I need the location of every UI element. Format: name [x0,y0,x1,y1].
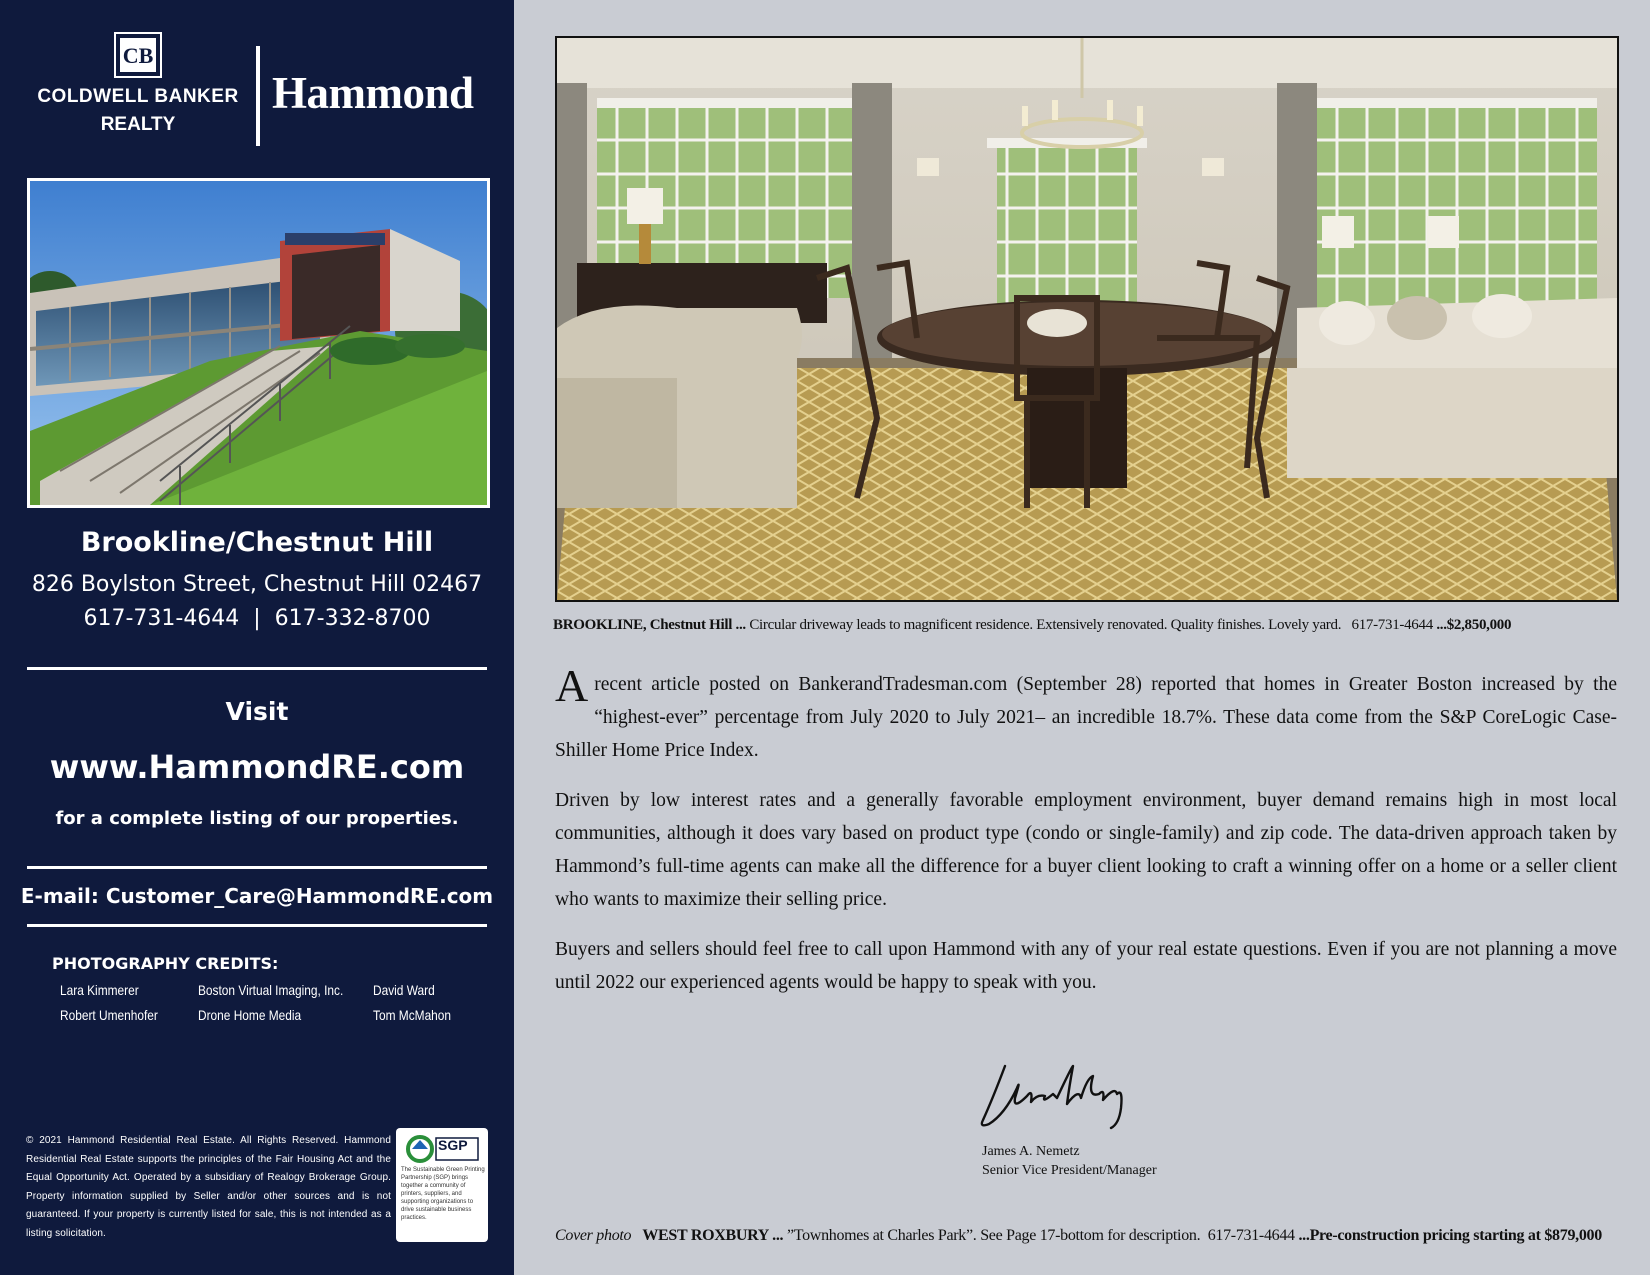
signer-name: James A. Nemetz [982,1144,1080,1159]
visit-label: Visit [225,697,289,726]
brand-name: COLDWELL BANKER [37,86,239,107]
article-text: recent article posted on BankerandTradesman.com (September 28) reported that homes in Greater Boston increased by the “highest-ever” percentage from July 2020 to July 2021– an incredible 18.7%. These data come from the S&P CoreLogic Case-Shiller Home Price Index. [555,674,1617,761]
drop-cap: A [555,660,589,711]
logo-divider [256,46,260,146]
partner-name: Hammond [272,68,474,118]
office-name: Brookline/Chestnut Hill [80,527,434,558]
sgp-badge [396,1128,488,1242]
credit-name: Drone Home Media [198,1007,302,1023]
caption-description: Circular driveway leads to magnificent residence. Extensively renovated. Quality finishes. Lovely yard. 617-731-4644 [745,617,1437,633]
office-address: 826 Boylston Street, Chestnut Hill 02467 [31,572,483,597]
signer-title: Senior Vice President/Manager [982,1163,1157,1178]
cover-photo-caption [555,1224,1602,1248]
legal-disclaimer: © 2021 Hammond Residential Real Estate. All Rights Reserved. Hammond Residential Real Estate supports the principles of the Fair Housing Act and the Equal Opportunity Act. Operated by a subsidiary of Realogy Brokerage Group. Property information supplied by Seller and/or other sources and is not guaranteed. If your property is currently listed for sale, this is not intended as a listing solicitation. [26,1135,391,1239]
cover-price: ...Pre-construction pricing starting at $879,000 [1298,1227,1602,1244]
sgp-logo-text: SGP [438,1137,468,1153]
website-link[interactable]: www.HammondRE.com [49,748,465,786]
divider [27,924,487,927]
credit-name: Boston Virtual Imaging, Inc. [198,982,344,998]
signature-icon [975,1058,1155,1138]
cover-description: ”Townhomes at Charles Park”. See Page 17-bottom for description. 617-731-4644 [783,1227,1299,1244]
cover-label: Cover photo [555,1227,632,1244]
credit-name: Robert Umenhofer [60,1007,158,1023]
email-link[interactable]: E-mail: Customer_Care@HammondRE.com [20,884,494,908]
credit-name: Tom McMahon [373,1007,452,1023]
visit-subtitle: for a complete listing of our properties. [55,808,459,829]
dining-room-photo [555,36,1619,602]
photography-credits-title: PHOTOGRAPHY CREDITS: [52,954,279,973]
sidebar [0,0,514,1275]
caption-location: BROOKLINE, Chestnut Hill ... [553,617,746,633]
article-paragraph: Buyers and sellers should feel free to call upon Hammond with any of your real estate questions. Even if you are not planning a move until 2022 our experienced agents would be happy to speak with you. [555,939,1617,993]
article-body [555,660,1617,1016]
caption-price: ...$2,850,000 [1436,617,1512,633]
article-paragraph: Driven by low interest rates and a generally favorable employment environment, buyer demand remains high in most local communities, although it does vary based on product type (condo or single-family) and zip code. The data-driven approach taken by Hammond’s full-time agents can make all the difference for a buyer client looking to craft a winning offer on a home or a seller client who wants to maximize their selling price. [555,790,1617,910]
cover-location: WEST ROXBURY ... [642,1227,784,1244]
sgp-description: The Sustainable Green Printing Partnership (SGP) brings together a community of printers, suppliers, and supporting organizations to drive sustainable business practices. [401,1167,485,1221]
brand-realty: REALTY [100,114,176,135]
office-phones: 617-731-4644 | 617-332-8700 [83,606,431,631]
article-paragraph [555,660,1617,767]
brand-logo [28,30,488,150]
office-building-photo [27,178,490,508]
divider [27,667,487,670]
listing-caption [553,614,1623,636]
coldwell-banker-mark-icon: CB [114,32,162,78]
divider [27,866,487,869]
credit-name: David Ward [373,982,435,998]
credit-name: Lara Kimmerer [60,982,139,998]
